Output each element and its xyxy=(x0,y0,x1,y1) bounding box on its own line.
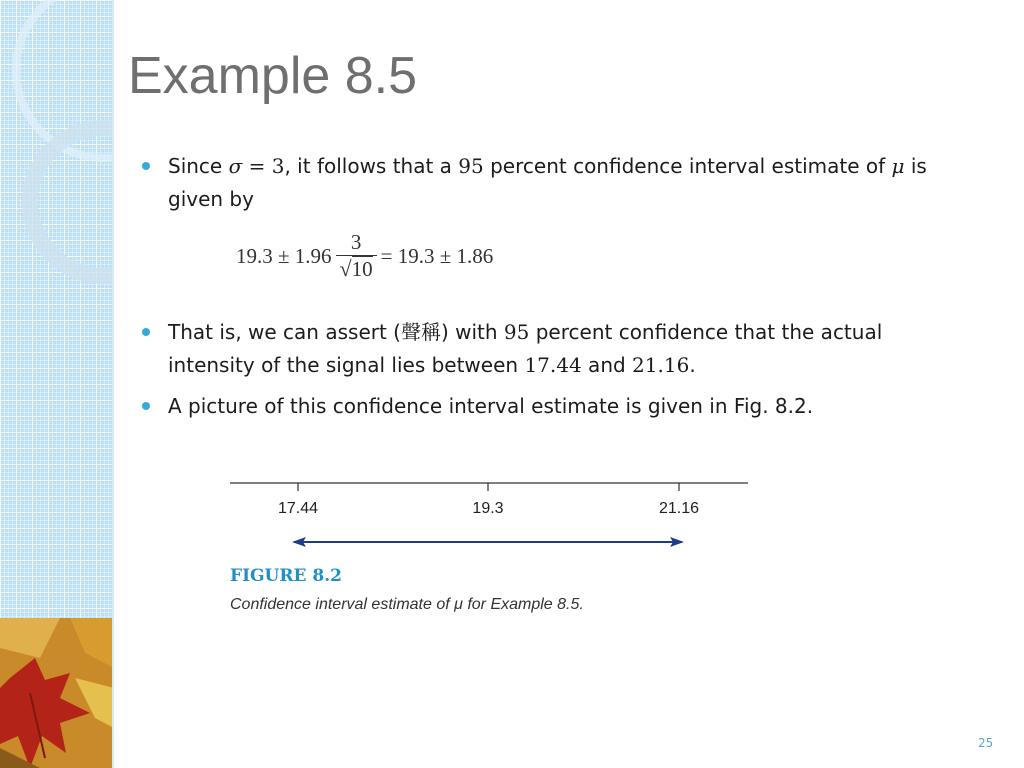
bullet-text: is given by xyxy=(168,154,927,211)
tick-label: 19.3 xyxy=(472,500,504,517)
sigma-symbol: σ xyxy=(228,154,243,178)
bullet-text: . xyxy=(689,353,696,377)
strip-divider xyxy=(112,0,114,768)
bullet-text: That is, we can assert (聲稱) with xyxy=(168,320,504,344)
bullet-text: A picture of this confidence interval estimate is given in Fig. 8.2. xyxy=(168,394,814,418)
sigma-value: 3 xyxy=(271,154,285,178)
bullet-item xyxy=(140,390,960,423)
fraction-denominator xyxy=(336,255,377,282)
bullet-list xyxy=(140,150,960,423)
mu-symbol: μ xyxy=(891,154,905,178)
bullet-text: Since xyxy=(168,154,229,178)
formula-fraction xyxy=(336,230,377,282)
radicand: 10 xyxy=(351,257,373,281)
confidence-level: 95 xyxy=(458,154,484,178)
bullet-text: percent confidence interval estimate of xyxy=(483,154,892,178)
confidence-interval-formula xyxy=(236,230,493,282)
confidence-level: 95 xyxy=(503,320,530,344)
decorative-ring xyxy=(22,120,114,284)
tick-label: 17.44 xyxy=(277,500,319,517)
radical-sign: √ xyxy=(339,256,352,281)
formula-lhs: 19.3 ± 1.96 xyxy=(236,243,332,268)
autumn-leaves-image xyxy=(0,618,114,768)
bullet-item xyxy=(140,150,960,216)
decorative-side-strip xyxy=(0,0,114,768)
bullet-text: and xyxy=(581,353,633,377)
interval-number-line xyxy=(226,476,756,566)
bullet-text: percent confidence that the actual intensity of the signal lies between xyxy=(168,320,883,377)
page-number: 25 xyxy=(978,736,994,750)
formula-rhs: = 19.3 ± 1.86 xyxy=(380,243,494,268)
figure-caption-text: Confidence interval estimate of μ for Example 8.5. xyxy=(230,596,584,613)
interval-upper-bound: 21.16 xyxy=(632,353,690,377)
figure-caption-title: FIGURE 8.2 xyxy=(230,566,342,586)
figure-8-2 xyxy=(226,476,756,626)
bullet-item xyxy=(140,316,960,382)
fraction-numerator: 3 xyxy=(350,230,362,254)
interval-lower-bound: 17.44 xyxy=(524,353,582,377)
equals-sign: = xyxy=(242,154,272,178)
bullet-text: , it follows that a xyxy=(284,154,459,178)
tick-label: 21.16 xyxy=(658,500,700,517)
slide-title: Example 8.5 xyxy=(128,47,418,105)
